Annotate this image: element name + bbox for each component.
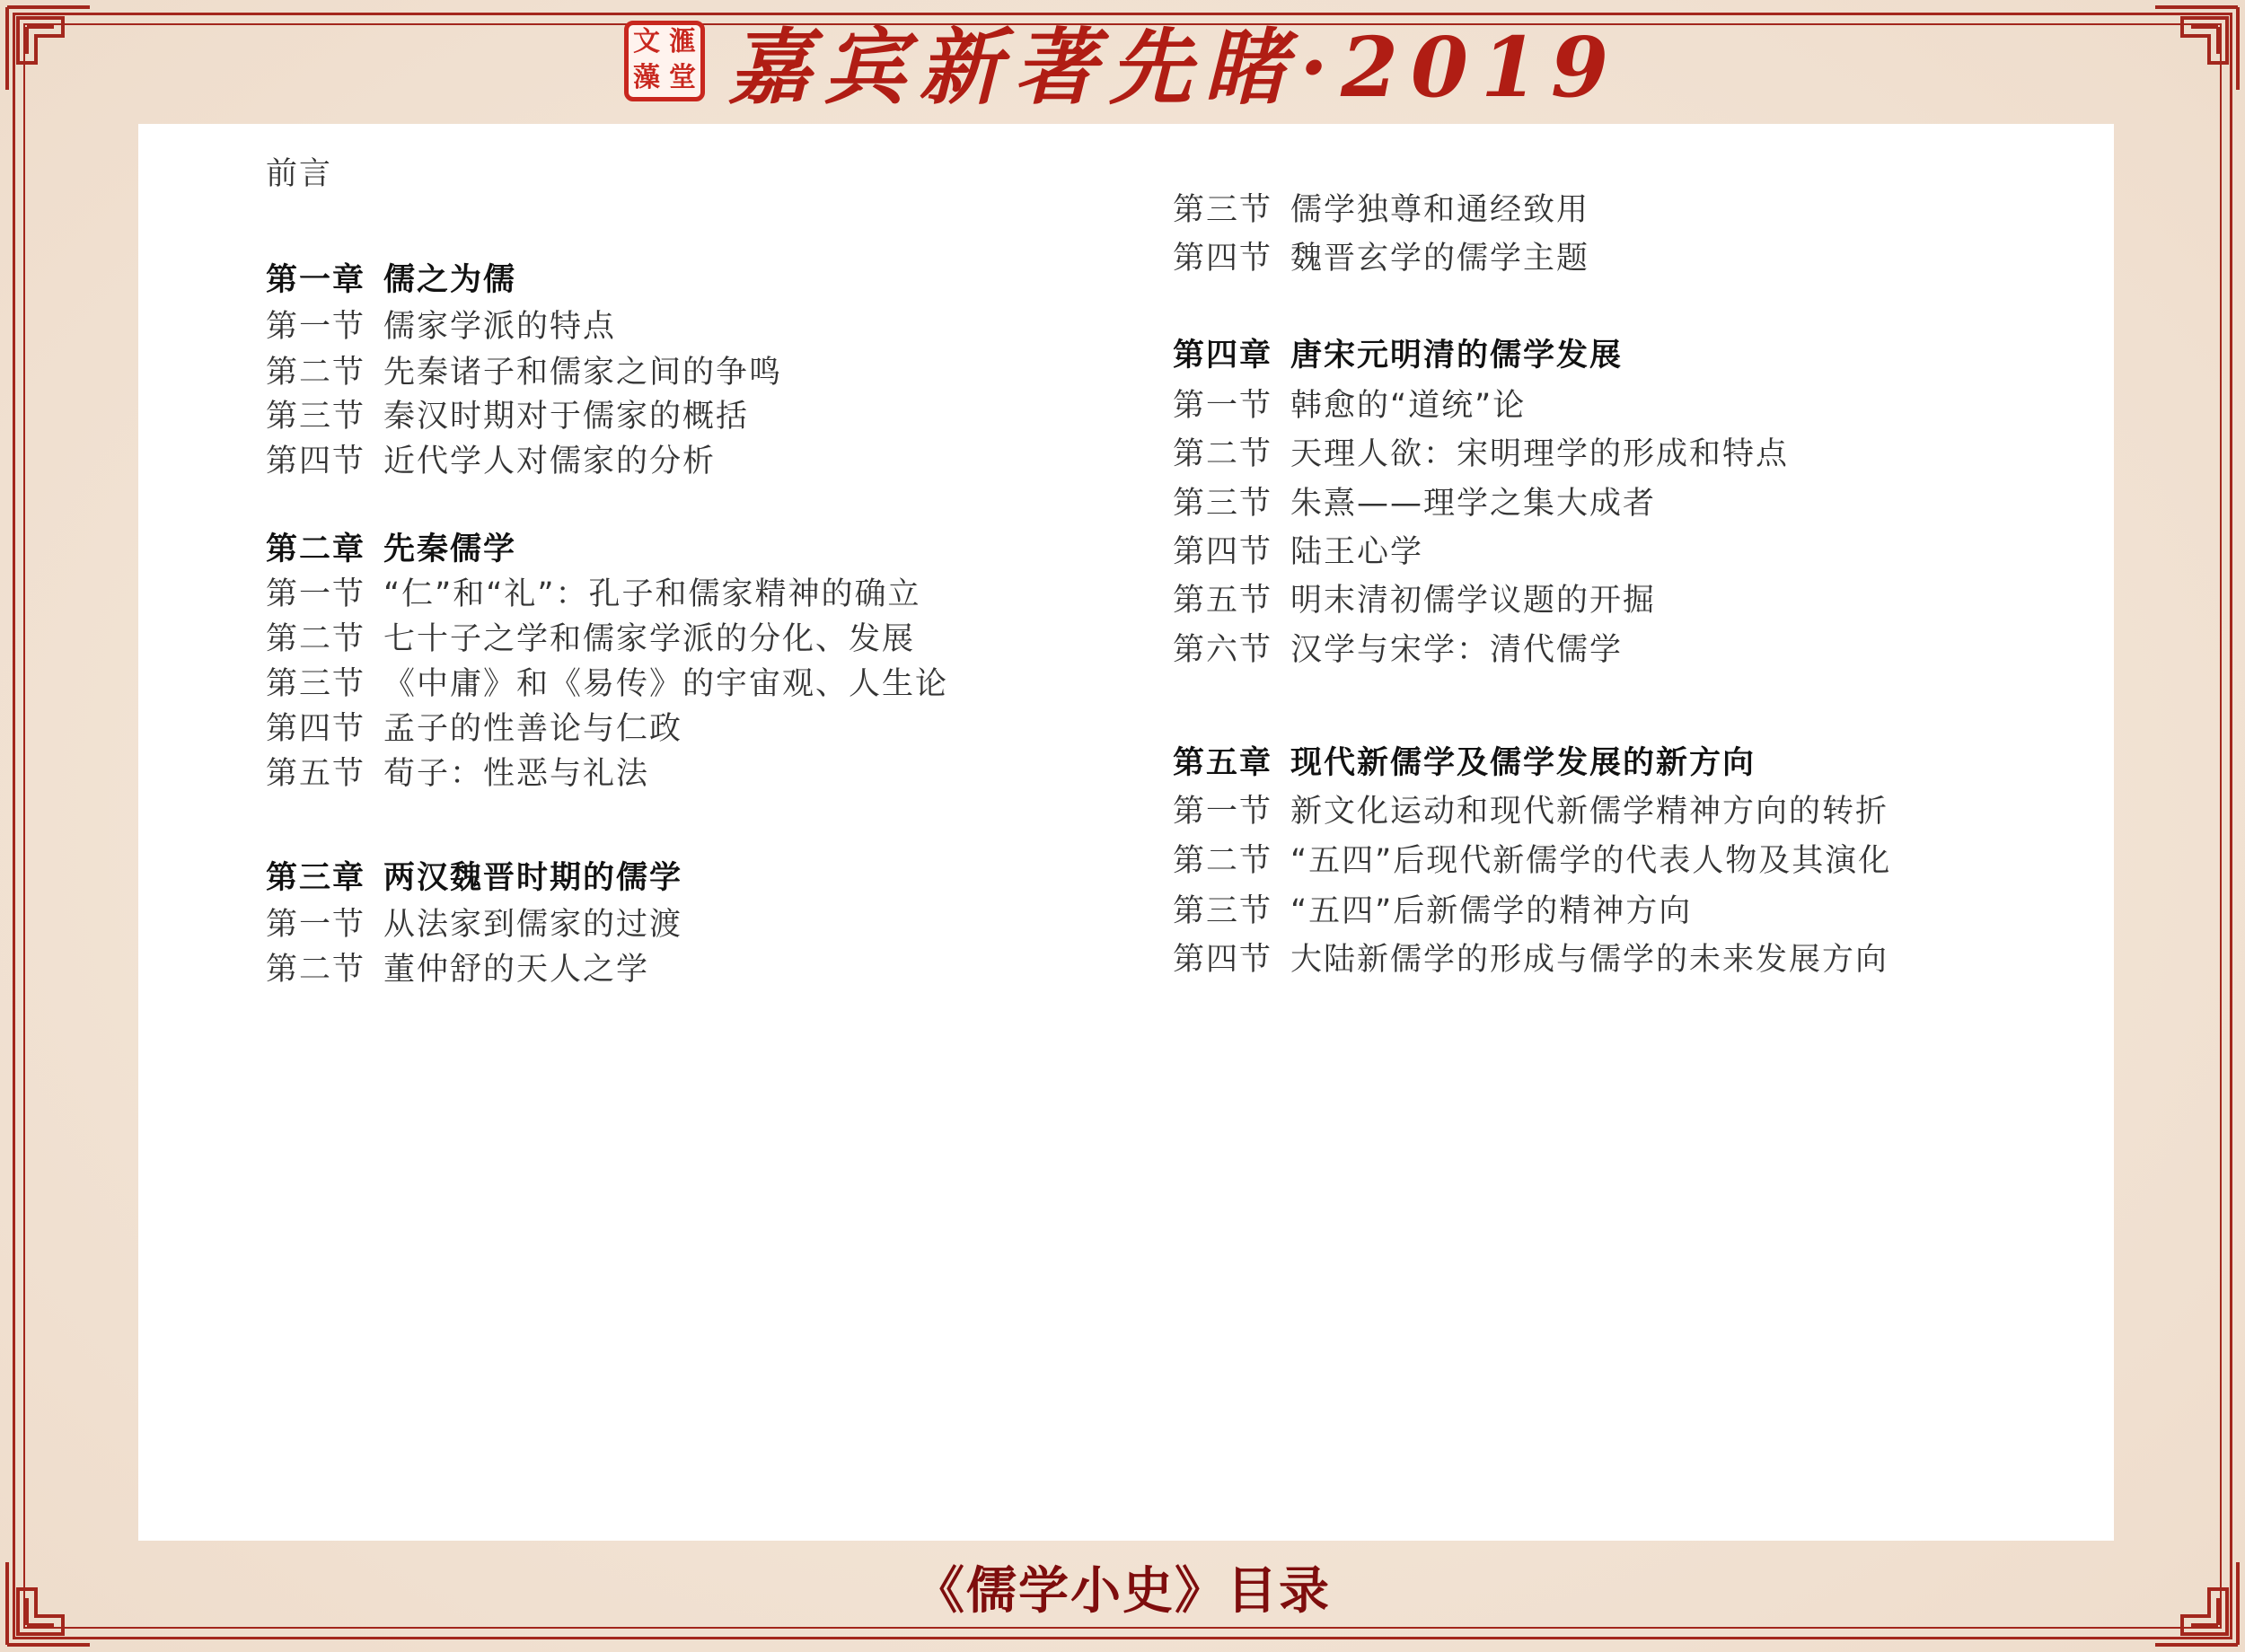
toc-title: 天理人欲：宋明理学的形成和特点 [1290,436,1790,472]
toc-section-entry [1173,786,1888,831]
toc-title: 孟子的性善论与仁政 [383,711,683,747]
toc-title: “五四”后现代新儒学的代表人物及其演化 [1290,843,1892,879]
toc-number: 第三章 [266,860,366,896]
seal-char: 文 [632,25,660,57]
toc-title: 儒家学派的特点 [383,309,617,345]
toc-title: 明末清初儒学议题的开掘 [1290,583,1657,619]
toc-title: 现代新儒学及儒学发展的新方向 [1290,745,1756,781]
toc-section-entry [266,900,682,945]
toc-number: 第一章 [266,262,366,298]
toc-title: 从法家到儒家的过渡 [383,907,683,943]
toc-title: 荀子：性恶与礼法 [383,756,650,792]
toc-title: 唐宋元明清的儒学发展 [1290,338,1624,373]
toc-chapter-heading [266,853,682,898]
toc-number: 第二节 [1173,843,1273,879]
toc-title: 七十子之学和儒家学派的分化、发展 [383,621,916,657]
toc-section-entry [266,569,921,614]
toc-number: 第六节 [1173,632,1273,668]
toc-section-entry [266,391,749,436]
toc-title: 魏晋玄学的儒学主题 [1290,241,1590,277]
toc-panel [138,124,2114,1541]
toc-number: 第五节 [266,756,366,792]
toc-title: 先秦诸子和儒家之间的争鸣 [383,355,783,391]
toc-section-entry [1173,935,1888,980]
toc-number: 第二节 [1173,436,1273,472]
toc-number: 第四节 [1173,942,1273,978]
toc-section-entry [1173,185,1589,230]
toc-title: 《中庸》和《易传》的宇宙观、人生论 [383,666,949,702]
toc-title: 近代学人对儒家的分析 [383,444,717,479]
toc-title: “五四”后新儒学的精神方向 [1290,893,1693,929]
toc-title: 大陆新儒学的形成与儒学的未来发展方向 [1290,942,1889,978]
toc-preface [266,149,332,194]
toc-title: 儒学独尊和通经致用 [1290,192,1590,228]
toc-chapter-heading [266,255,516,300]
footer-caption: 《儒学小史》目录 [914,1562,1331,1621]
toc-title: 秦汉时期对于儒家的概括 [383,399,750,435]
toc-number: 第五章 [1173,745,1273,781]
header-banner [0,0,2245,121]
toc-number: 第一节 [1173,388,1273,424]
toc-section-entry [266,659,948,704]
seal-char: 滙 [668,25,696,57]
toc-title: 先秦儒学 [383,532,517,567]
toc-number: 第一节 [266,309,366,345]
toc-number: 第二节 [266,952,366,988]
toc-title: “仁”和“礼”：孔子和儒家精神的确立 [383,576,921,612]
toc-title: 汉学与宋学：清代儒学 [1290,632,1624,668]
toc-number: 第五节 [1173,583,1273,619]
toc-number: 第二章 [266,532,366,567]
toc-number: 第一节 [266,907,366,943]
toc-title: 陆王心学 [1290,534,1424,570]
toc-section-entry [1173,576,1656,620]
toc-section-entry [266,945,649,989]
toc-section-entry [266,436,716,481]
toc-title: 两汉魏晋时期的儒学 [383,860,683,896]
toc-number: 第四节 [266,444,366,479]
toc-title: 董仲舒的天人之学 [383,952,650,988]
toc-chapter-heading [1173,738,1756,783]
toc-title: 前言 [266,156,333,192]
header-title: 嘉宾新著先睹·2019 [727,18,1622,116]
toc-section-entry [1173,836,1891,881]
toc-title: 新文化运动和现代新儒学精神方向的转折 [1290,794,1889,830]
toc-section-entry [1173,429,1789,474]
toc-section-entry [1173,527,1423,572]
toc-section-entry [266,749,649,794]
toc-section-entry [1173,625,1623,670]
toc-number: 第二节 [266,355,366,391]
toc-number: 第四节 [266,711,366,747]
toc-number: 第一节 [1173,794,1273,830]
seal-char: 藻 [632,61,660,93]
toc-number: 第四节 [1173,241,1273,277]
toc-number: 第二节 [266,621,366,657]
toc-section-entry [1173,886,1692,931]
toc-section-entry [1173,479,1656,523]
toc-number: 第四章 [1173,338,1273,373]
toc-number: 第四节 [1173,534,1273,570]
toc-chapter-heading [1173,330,1623,375]
toc-section-entry [266,704,682,749]
toc-title: 韩愈的“道统”论 [1290,388,1527,424]
toc-number: 第一节 [266,576,366,612]
toc-section-entry [266,347,782,392]
seal-char: 堂 [668,61,696,93]
toc-section-entry [1173,233,1589,278]
toc-number: 第三节 [1173,192,1273,228]
toc-title: 儒之为儒 [383,262,517,298]
toc-section-entry [266,614,915,659]
toc-number: 第三节 [266,399,366,435]
toc-chapter-heading [266,524,516,569]
toc-number: 第三节 [1173,893,1273,929]
toc-number: 第三节 [266,666,366,702]
toc-title: 朱熹——理学之集大成者 [1290,486,1657,522]
toc-section-entry [1173,381,1526,426]
seal-stamp [624,21,705,101]
toc-number: 第三节 [1173,486,1273,522]
toc-section-entry [266,302,616,347]
